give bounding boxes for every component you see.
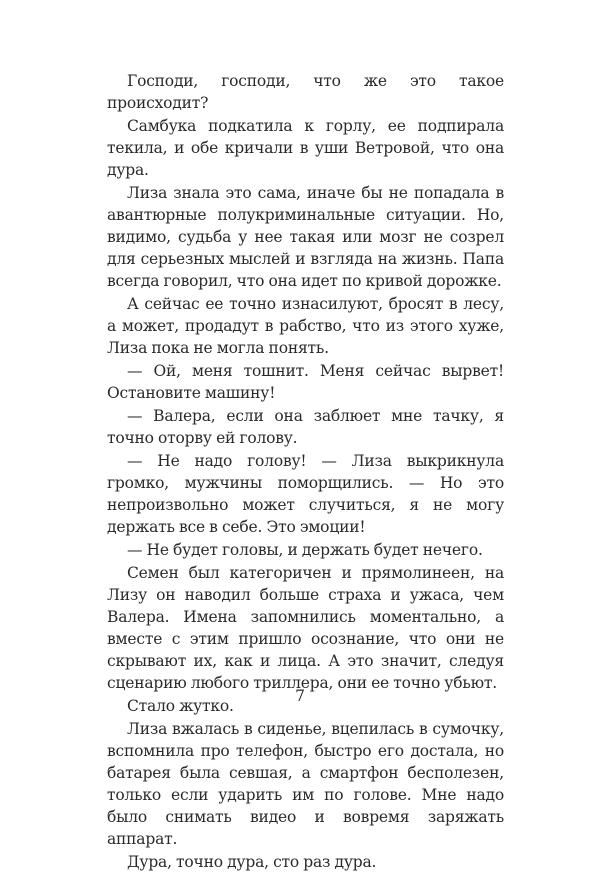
paragraph: Дура, точно дура, сто раз дура.: [127, 853, 377, 871]
paragraph: Лиза вжалась в сиденье, вцепилась в сумочку, вспомнила про телефон, быстро его достала, но батарея была севшая, а смартфон бесполезен, только если ударить им по голове. Мне надо было снимать видео и вовремя заряжать аппарат.: [107, 720, 504, 848]
paragraph: Лиза знала это сама, иначе бы не попадала в авантюрные полукриминальные ситуации. Но, видимо, судьба у нее такая или мозг не созрел для серьезных мыслей и взгляда на жизнь. Папа всегда говорил, что она идет по кривой дорожке.: [107, 184, 504, 290]
paragraph: Семен был категоричен и прямолинеен, на Лизу он наводил больше страха и ужаса, чем Валера. Имена запомнились моментально, а вместе с этим пришло осознание, что они не скрывают их, как и лица. А это значит, следуя сценарию любого триллера, они ее точно убьют.: [107, 564, 504, 692]
body-text: [107, 70, 504, 874]
paragraph: Стало жутко.: [127, 697, 234, 715]
paragraph: А сейчас ее точно изнасилуют, бросят в лесу, а может, продадут в рабство, что из этого хуже, Лиза пока не могла понять.: [107, 295, 504, 357]
paragraph: — Не надо голову! — Лиза выкрикнула громко, мужчины поморщились. — Но это непроизвольно может случиться, я не могу держать все в себе. Это эмоции!: [107, 452, 504, 536]
paragraph: — Валера, если она заблюет мне тачку, я точно оторву ей голову.: [107, 407, 504, 447]
page-number: 7: [295, 687, 305, 705]
paragraph: — Не будет головы, и держать будет нечего.: [127, 541, 483, 559]
paragraph: — Ой, меня тошнит. Меня сейчас вырвет! Остановите машину!: [107, 362, 504, 402]
paragraph: Самбука подкатила к горлу, ее подпирала текила, и обе кричали в уши Ветровой, что она дура.: [107, 117, 504, 179]
paragraph: Господи, господи, что же это такое происходит?: [107, 72, 504, 112]
